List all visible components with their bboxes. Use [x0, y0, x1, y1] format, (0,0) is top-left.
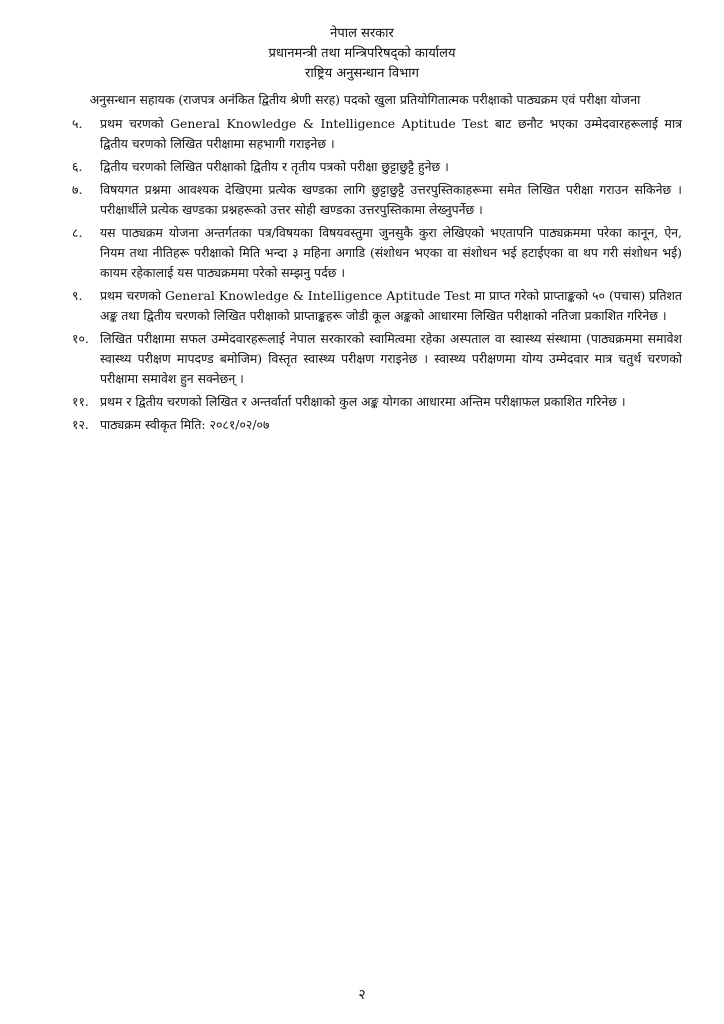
item-text: यस पाठ्यक्रम योजना अन्तर्गतका पत्र/विषयका विषयवस्तुमा जुनसुकै कुरा लेखिएको भएतापनि पाठ्यक्रममा परेका कानून, ऐन, नियम तथा नीतिहरू परीक्षाको मिति भन्दा ३ महिना अगाडि (संशोधन भएका वा संशोधन भई हटाईएका वा थप गरी संशोधन भई) कायम रहेकालाई यस पाठ्यक्रममा परेको सम्झनु पर्दछ ।	[100, 225, 682, 280]
item-text: प्रथम चरणको General Knowledge & Intelligence Aptitude Test मा प्राप्त गरेको प्राप्ताङ्कको ५० (पचास) प्रतिशत अङ्क तथा द्वितीय चरणको लिखित परीक्षाको प्राप्ताङ्कहरू जोडी कूल अङ्कको आधारमा लिखित परीक्षाको नतिजा प्रकाशित गरिनेछ ।	[100, 288, 682, 323]
list-item	[72, 157, 682, 177]
item-number: १२.	[72, 417, 89, 432]
list-item	[72, 180, 682, 220]
item-number: ७.	[72, 182, 83, 197]
item-number: ८.	[72, 225, 83, 240]
header-department: राष्ट्रिय अनुसन्धान विभाग	[305, 66, 419, 81]
item-text: प्रथम र द्वितीय चरणको लिखित र अन्तर्वार्ता परीक्षाको कुल अङ्क योगका आधारमा अन्तिम परीक्षाफल प्रकाशित गरिनेछ ।	[100, 394, 626, 409]
list-item	[72, 415, 682, 435]
item-text: द्वितीय चरणको लिखित परीक्षाको द्वितीय र तृतीय पत्रको परीक्षा छुट्टाछुट्टै हुनेछ ।	[100, 159, 449, 174]
page-number: २	[358, 987, 366, 1003]
item-number: ५.	[72, 116, 83, 131]
item-text: विषयगत प्रश्नमा आवश्यक देखिएमा प्रत्येक खण्डका लागि छुट्टाछुट्टै उत्तरपुस्तिकाहरूमा समेत लिखित परीक्षा गराउन सकिनेछ । परीक्षार्थीले प्रत्येक खण्डका प्रश्नहरूको उत्तर सोही खण्डका उत्तरपुस्तिकामा लेख्नुपर्नेछ ।	[100, 182, 682, 217]
list-item	[72, 114, 682, 154]
item-number: ९.	[72, 288, 83, 303]
item-text: लिखित परीक्षामा सफल उम्मेदवारहरूलाई नेपाल सरकारको स्वामित्वमा रहेका अस्पताल वा स्वास्थ्य संस्थामा (पाठ्यक्रममा समावेश स्वास्थ्य परीक्षण मापदण्ड बमोजिम) विस्तृत स्वास्थ्य परीक्षण गराइनेछ । स्वास्थ्य परीक्षणमा योग्य उम्मेदवार मात्र चतुर्थ चरणको परीक्षामा समावेश हुन सक्नेछन् ।	[100, 331, 682, 386]
item-number: ६.	[72, 159, 83, 174]
list-item	[72, 223, 682, 283]
item-number: १०.	[72, 331, 89, 346]
rules-list	[72, 114, 682, 438]
item-text: पाठ्यक्रम स्वीकृत मिति: २०८१/०२/०७	[100, 417, 270, 432]
list-item	[72, 392, 682, 412]
list-item	[72, 286, 682, 326]
list-item	[72, 329, 682, 389]
document-header	[0, 24, 724, 84]
document-subject: अनुसन्धान सहायक (राजपत्र अनंकित द्वितीय श्रेणी सरह) पदको खुला प्रतियोगितात्मक परीक्षाको पाठ्यक्रम एवं परीक्षा योजना	[89, 92, 641, 107]
header-office: प्रधानमन्त्री तथा मन्त्रिपरिषद्को कार्यालय	[268, 46, 456, 61]
header-government: नेपाल सरकार	[330, 26, 394, 41]
item-number: ११.	[72, 394, 89, 409]
item-text: प्रथम चरणको General Knowledge & Intelligence Aptitude Test बाट छनौट भएका उम्मेदवारहरूलाई मात्र द्वितीय चरणको लिखित परीक्षामा सहभागी गराइनेछ ।	[100, 116, 682, 151]
